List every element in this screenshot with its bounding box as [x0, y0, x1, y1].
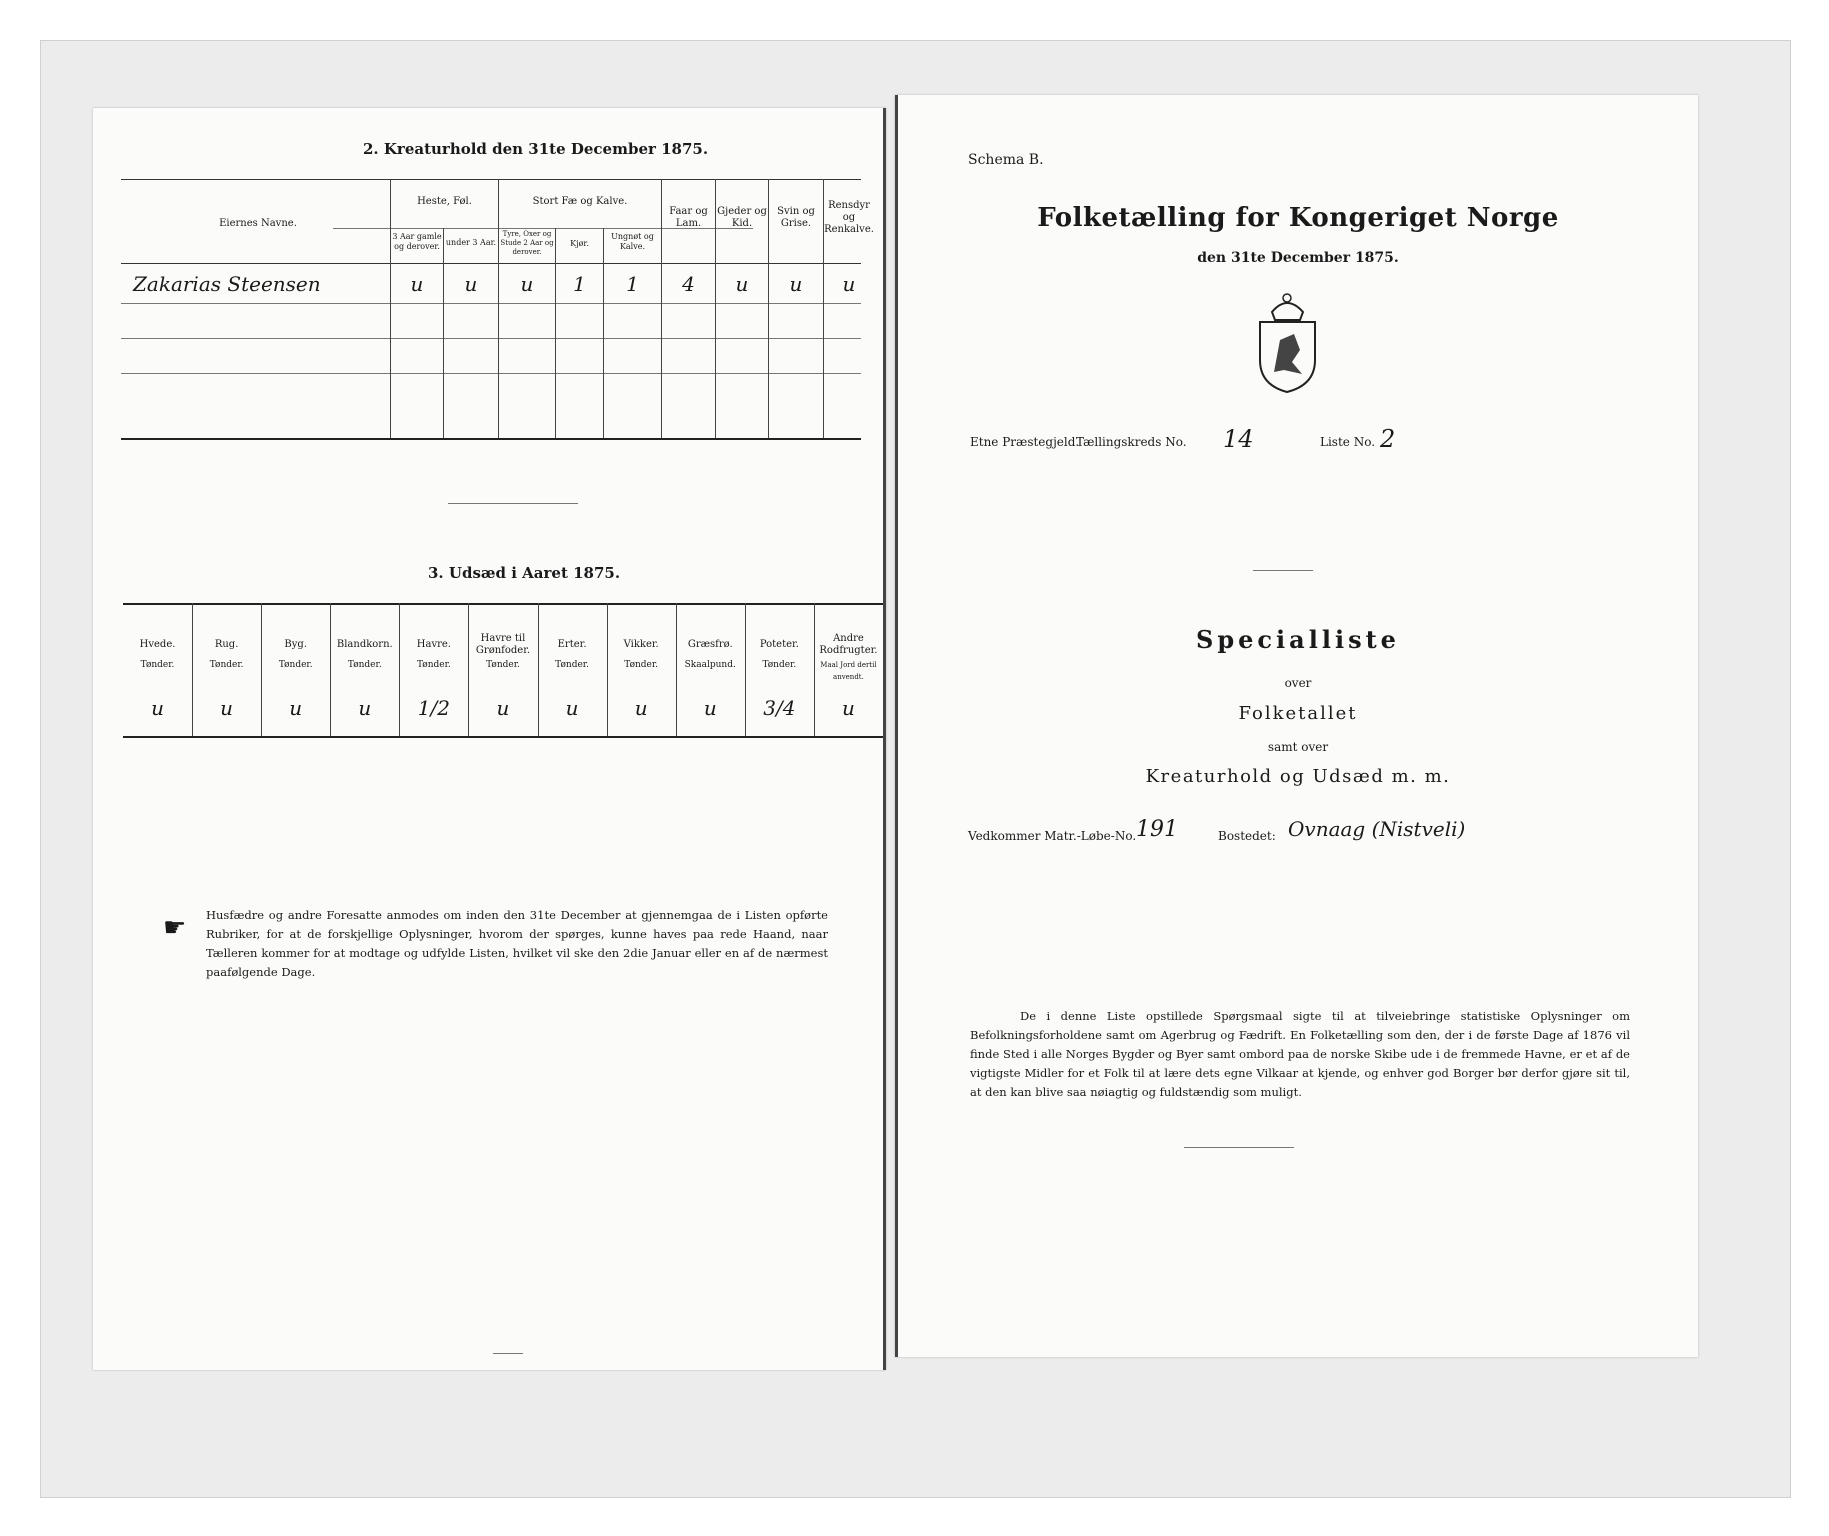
district-label: Tællingskreds No. [1076, 435, 1187, 449]
col-divider [390, 179, 391, 438]
table-rule [121, 373, 861, 374]
left-page [93, 108, 886, 1370]
sowing-cell: u [151, 696, 164, 720]
also-over-label: samt over [1267, 740, 1329, 754]
sowing-cell: u [220, 696, 234, 720]
sowing-cell: u [842, 696, 855, 720]
livestock-cell: u [789, 272, 803, 296]
sowing-col-header: Vikker. [623, 639, 659, 650]
sowing-col-unit: Tønder. [624, 660, 659, 670]
sowing-cell: u [565, 696, 579, 720]
notice-text: Husfædre og andre Foresatte anmodes om inden den 31te December at gjennemgaa de i Listen opførte Rubriker, for at de forskjellige Oplysninger, hvorom der spørges, kunne haves paa rede Haand, naar Tælleren kommer for at modtage og udfylde Listen, hvilket vil ske den 2die Januar eller en af de nærmest paafølgende Dage. [206, 908, 828, 979]
table-rule [123, 736, 883, 738]
owner-name: Zakarias Steensen [133, 272, 321, 296]
sowing-col-header: Havre. [416, 639, 451, 650]
sowing-col-header: Erter. [557, 639, 587, 650]
col-divider [555, 228, 556, 438]
parish-label: Etne Præstegjeld. [970, 435, 1080, 449]
list-label: Liste No. [1320, 435, 1376, 449]
goats-header: Gjeder og Kid. [717, 206, 767, 229]
cattle-header: Stort Fæ og Kalve. [532, 196, 628, 207]
sowing-col-unit: Tønder. [140, 660, 175, 670]
sowing-col-header: Byg. [284, 639, 307, 650]
col-divider [498, 179, 499, 438]
bosted-label: Bostedet: [1218, 829, 1276, 843]
sowing-cell: u [703, 696, 717, 720]
sowing-col-header: Blandkorn. [336, 639, 393, 650]
sowing-cell: u [358, 696, 372, 720]
table-rule [121, 303, 861, 304]
sowing-col-unit: Tønder. [347, 660, 382, 670]
pigs-header: Svin og Grise. [777, 206, 815, 229]
owner-header: Eiernes Navne. [219, 218, 297, 229]
intro-text: De i denne Liste opstillede Spørgsmaal sigte til at tilveiebringe statistiske Oplysninger om Befolkningsforholdene samt om Agerbrug og Fædrift. En Folketælling som den, der i de første Dage af 1876 vil finde Sted i alle Norges Bygder og Byer samt ombord paa de norske Skibe ude i de fremmede Havne, er et af de vigtigste Midler for et Folk til at lære dets egne Vilkaar at kjende, og enhver god Borger bør derfor gjøre sit til, at den kan blive saa nøiagtig og fuldstændig som muligt. [970, 1009, 1630, 1099]
sowing-col-unit: Tønder. [762, 660, 797, 670]
footer-mark [493, 1353, 523, 1354]
sowing-col-unit: Tønder. [486, 660, 520, 670]
sowing-col-unit: Tønder. [417, 660, 451, 670]
cattle-sub-2: Kjør. [570, 239, 589, 248]
sowing-cell: 3/4 [763, 696, 796, 720]
sowing-cell: 1/2 [417, 696, 450, 720]
sowing-col-unit: Tønder. [278, 660, 313, 670]
livestock-title: 2. Kreaturhold den 31te December 1875. [363, 140, 709, 158]
table-rule [121, 338, 861, 339]
reindeer-header: Rensdyr og Renkalve. [824, 200, 874, 235]
livestock-cell: u [735, 272, 749, 296]
main-title: Folketælling for Kongeriget Norge [1037, 203, 1559, 233]
population-label: Folketallet [1238, 703, 1358, 724]
horses-header: Heste, Føl. [417, 196, 472, 207]
sowing-col-header: Poteter. [759, 639, 799, 650]
district-number: 14 [1223, 425, 1254, 453]
livestock-sowing-label: Kreaturhold og Udsæd m. m. [1145, 766, 1451, 787]
sowing-col-header: Græsfrø. [687, 639, 733, 650]
separator [1184, 1147, 1294, 1148]
matr-number: 191 [1136, 817, 1178, 842]
sowing-cell: u [289, 696, 303, 720]
matr-label: Vedkommer Matr.-Løbe-No. [968, 829, 1137, 843]
sowing-col-unit: Skaalpund. [684, 660, 736, 670]
table-rule [121, 438, 861, 440]
livestock-cell: u [842, 272, 856, 296]
coat-of-arms-icon [1250, 290, 1325, 395]
over-label: over [1284, 676, 1312, 690]
table-rule [121, 263, 861, 264]
sowing-cell: u [496, 696, 510, 720]
schema-label: Schema B. [968, 152, 1044, 168]
right-page [895, 95, 1698, 1357]
sowing-col-header: Hvede. [139, 639, 176, 650]
cattle-sub-1: Tyre, Oxer og Stude 2 Aar og derover. [500, 230, 554, 256]
cattle-sub-3: Ungnøt og Kalve. [611, 232, 654, 251]
bosted-value: Ovnaag (Nistveli) [1288, 817, 1466, 841]
sowing-cell: u [634, 696, 648, 720]
col-divider [443, 228, 444, 438]
separator [448, 503, 578, 504]
list-number: 2 [1380, 425, 1396, 453]
sowing-col-header: Andre Rodfrugter. [819, 633, 878, 656]
livestock-cell: 1 [573, 272, 586, 296]
table-rule [121, 179, 861, 180]
sowing-title: 3. Udsæd i Aaret 1875. [428, 564, 621, 582]
livestock-cell: 1 [626, 272, 639, 296]
separator [1253, 570, 1313, 571]
horses-sub-2: under 3 Aar. [445, 238, 497, 247]
livestock-cell: u [464, 272, 478, 296]
horses-sub-1: 3 Aar gamle og derover. [392, 232, 442, 251]
sowing-col-unit: Tønder. [209, 660, 244, 670]
sowing-col-unit: Maal Jord dertil anvendt. [820, 661, 877, 681]
sowing-col-header: Rug. [214, 639, 239, 650]
table-rule [123, 603, 883, 605]
special-list-heading: Specialliste [1196, 625, 1400, 654]
livestock-cell: 4 [682, 272, 695, 296]
census-date: den 31te December 1875. [1197, 250, 1399, 266]
sowing-col-unit: Tønder. [555, 660, 589, 670]
livestock-cell: u [410, 272, 424, 296]
sheep-header: Faar og Lam. [669, 206, 708, 229]
livestock-cell: u [520, 272, 534, 296]
pointing-hand-icon: ☛ [163, 913, 187, 943]
sowing-col-header: Havre til Grønfoder. [475, 633, 531, 656]
col-divider [603, 228, 604, 438]
